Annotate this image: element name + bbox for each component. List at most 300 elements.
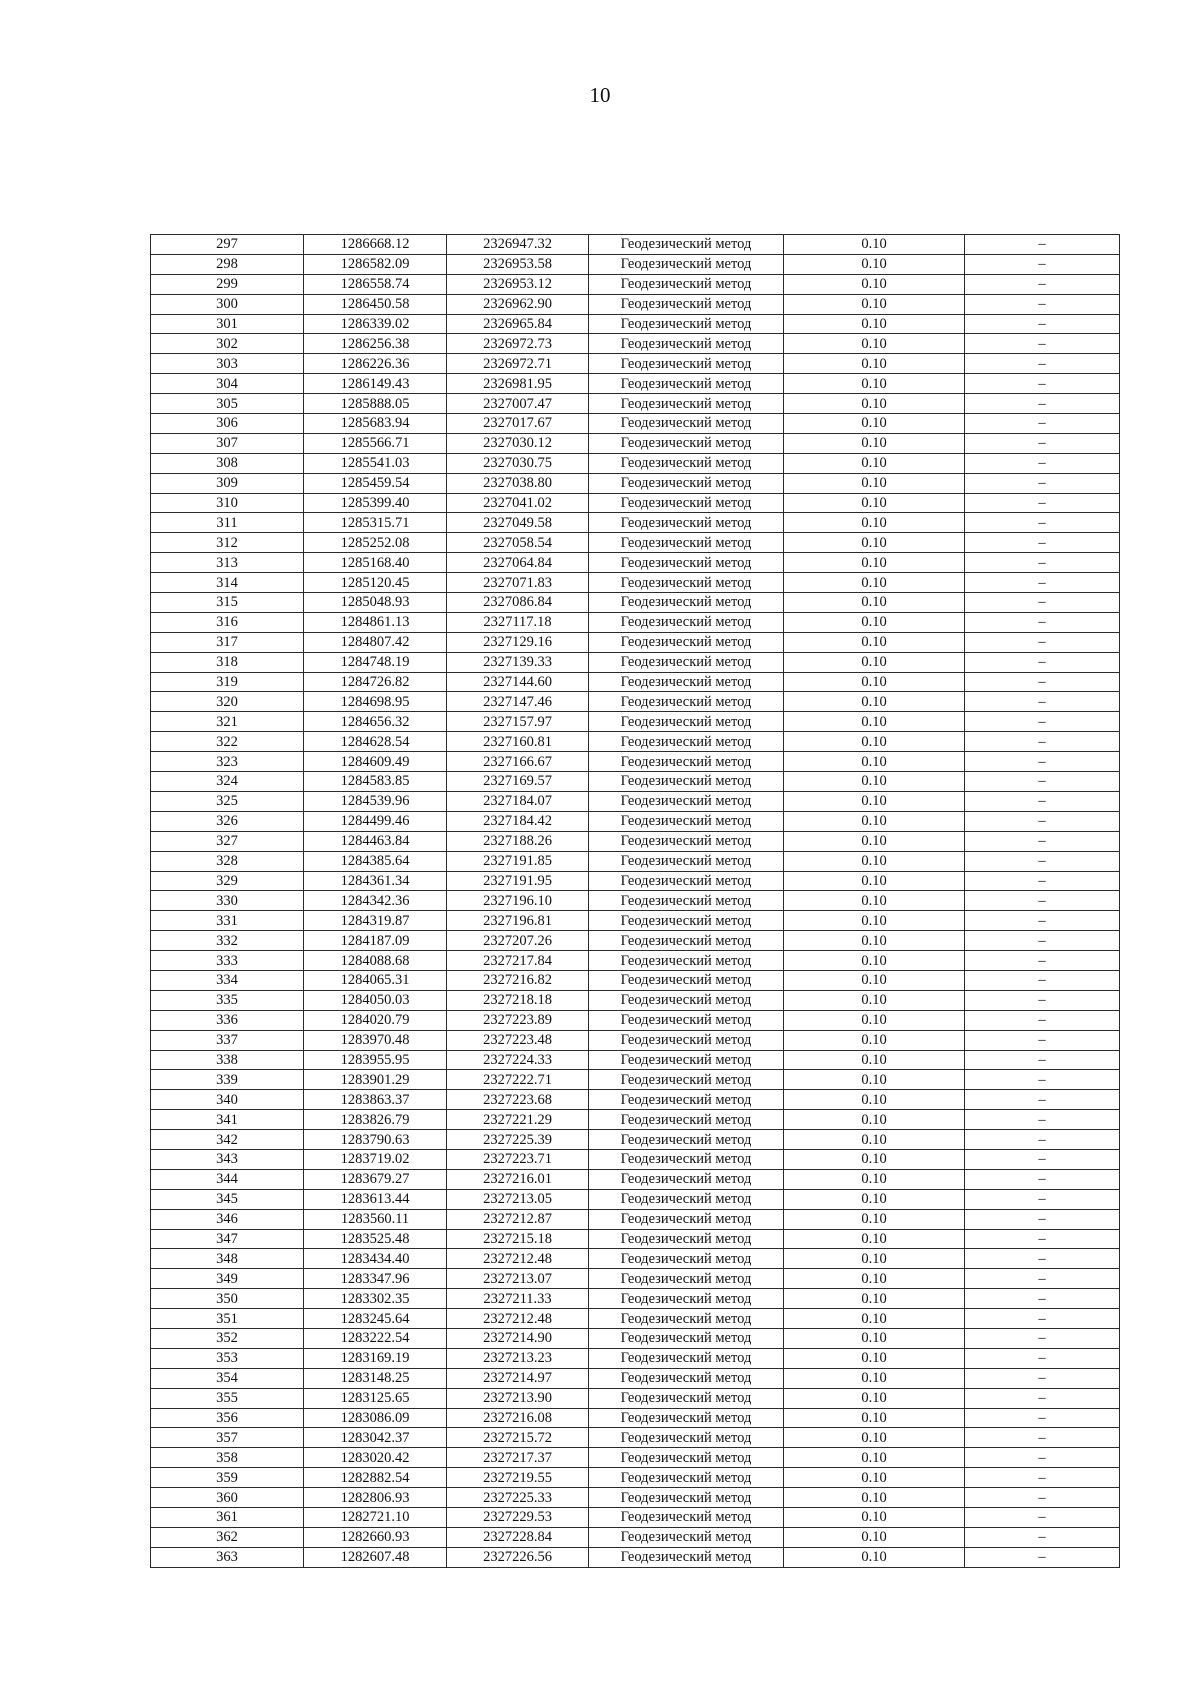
table-row [151, 871, 1120, 891]
x-coordinate-cell: 1282660.93 [304, 1527, 447, 1547]
accuracy-cell: 0.10 [784, 1269, 965, 1289]
accuracy-cell: 0.10 [784, 612, 965, 632]
accuracy-cell: 0.10 [784, 374, 965, 394]
table-row [151, 612, 1120, 632]
accuracy-cell: 0.10 [784, 752, 965, 772]
x-coordinate-cell: 1286226.36 [304, 354, 447, 374]
description-cell: – [965, 990, 1120, 1010]
accuracy-cell: 0.10 [784, 931, 965, 951]
x-coordinate-cell: 1285541.03 [304, 453, 447, 473]
method-cell: Геодезический метод [589, 672, 784, 692]
y-coordinate-cell: 2327212.48 [447, 1309, 589, 1329]
method-cell: Геодезический метод [589, 533, 784, 553]
table-row [151, 1050, 1120, 1070]
y-coordinate-cell: 2327030.75 [447, 453, 589, 473]
method-cell: Геодезический метод [589, 1428, 784, 1448]
point-number-cell: 343 [151, 1149, 304, 1169]
accuracy-cell: 0.10 [784, 1010, 965, 1030]
point-number-cell: 329 [151, 871, 304, 891]
method-cell: Геодезический метод [589, 1169, 784, 1189]
x-coordinate-cell: 1284187.09 [304, 931, 447, 951]
method-cell: Геодезический метод [589, 493, 784, 513]
description-cell: – [965, 1169, 1120, 1189]
description-cell: – [965, 811, 1120, 831]
method-cell: Геодезический метод [589, 1189, 784, 1209]
method-cell: Геодезический метод [589, 911, 784, 931]
table-body [151, 235, 1120, 1568]
y-coordinate-cell: 2326953.58 [447, 254, 589, 274]
table-row [151, 831, 1120, 851]
point-number-cell: 353 [151, 1348, 304, 1368]
y-coordinate-cell: 2327196.81 [447, 911, 589, 931]
x-coordinate-cell: 1283970.48 [304, 1030, 447, 1050]
point-number-cell: 302 [151, 334, 304, 354]
method-cell: Геодезический метод [589, 433, 784, 453]
point-number-cell: 305 [151, 394, 304, 414]
x-coordinate-cell: 1283863.37 [304, 1090, 447, 1110]
accuracy-cell: 0.10 [784, 1408, 965, 1428]
y-coordinate-cell: 2327207.26 [447, 931, 589, 951]
y-coordinate-cell: 2327215.72 [447, 1428, 589, 1448]
y-coordinate-cell: 2327030.12 [447, 433, 589, 453]
method-cell: Геодезический метод [589, 1229, 784, 1249]
y-coordinate-cell: 2327214.97 [447, 1368, 589, 1388]
x-coordinate-cell: 1285683.94 [304, 414, 447, 434]
accuracy-cell: 0.10 [784, 632, 965, 652]
accuracy-cell: 0.10 [784, 513, 965, 533]
method-cell: Геодезический метод [589, 1508, 784, 1528]
accuracy-cell: 0.10 [784, 1428, 965, 1448]
y-coordinate-cell: 2327191.85 [447, 851, 589, 871]
description-cell: – [965, 354, 1120, 374]
y-coordinate-cell: 2327225.33 [447, 1488, 589, 1508]
method-cell: Геодезический метод [589, 1368, 784, 1388]
x-coordinate-cell: 1283302.35 [304, 1289, 447, 1309]
table-row [151, 334, 1120, 354]
table-row [151, 1428, 1120, 1448]
accuracy-cell: 0.10 [784, 1050, 965, 1070]
y-coordinate-cell: 2327229.53 [447, 1508, 589, 1528]
x-coordinate-cell: 1286256.38 [304, 334, 447, 354]
accuracy-cell: 0.10 [784, 652, 965, 672]
x-coordinate-cell: 1284698.95 [304, 692, 447, 712]
point-number-cell: 330 [151, 891, 304, 911]
point-number-cell: 314 [151, 573, 304, 593]
accuracy-cell: 0.10 [784, 294, 965, 314]
description-cell: – [965, 1010, 1120, 1030]
x-coordinate-cell: 1283086.09 [304, 1408, 447, 1428]
table-row [151, 254, 1120, 274]
point-number-cell: 328 [151, 851, 304, 871]
accuracy-cell: 0.10 [784, 235, 965, 255]
method-cell: Геодезический метод [589, 354, 784, 374]
description-cell: – [965, 394, 1120, 414]
method-cell: Геодезический метод [589, 931, 784, 951]
method-cell: Геодезический метод [589, 970, 784, 990]
method-cell: Геодезический метод [589, 712, 784, 732]
description-cell: – [965, 1130, 1120, 1150]
table-row [151, 970, 1120, 990]
y-coordinate-cell: 2327224.33 [447, 1050, 589, 1070]
description-cell: – [965, 274, 1120, 294]
table-row [151, 1209, 1120, 1229]
description-cell: – [965, 1289, 1120, 1309]
accuracy-cell: 0.10 [784, 791, 965, 811]
description-cell: – [965, 493, 1120, 513]
description-cell: – [965, 533, 1120, 553]
description-cell: – [965, 513, 1120, 533]
point-number-cell: 338 [151, 1050, 304, 1070]
point-number-cell: 321 [151, 712, 304, 732]
table-row [151, 652, 1120, 672]
description-cell: – [965, 254, 1120, 274]
table-row [151, 533, 1120, 553]
x-coordinate-cell: 1282806.93 [304, 1488, 447, 1508]
point-number-cell: 324 [151, 772, 304, 792]
description-cell: – [965, 473, 1120, 493]
y-coordinate-cell: 2327144.60 [447, 672, 589, 692]
method-cell: Геодезический метод [589, 811, 784, 831]
description-cell: – [965, 632, 1120, 652]
description-cell: – [965, 1368, 1120, 1388]
table-row [151, 712, 1120, 732]
table-row [151, 990, 1120, 1010]
x-coordinate-cell: 1285315.71 [304, 513, 447, 533]
y-coordinate-cell: 2326962.90 [447, 294, 589, 314]
description-cell: – [965, 1488, 1120, 1508]
method-cell: Геодезический метод [589, 1249, 784, 1269]
x-coordinate-cell: 1285888.05 [304, 394, 447, 414]
description-cell: – [965, 1388, 1120, 1408]
x-coordinate-cell: 1283790.63 [304, 1130, 447, 1150]
y-coordinate-cell: 2327166.67 [447, 752, 589, 772]
table-row [151, 692, 1120, 712]
method-cell: Геодезический метод [589, 314, 784, 334]
x-coordinate-cell: 1283125.65 [304, 1388, 447, 1408]
table-row [151, 1328, 1120, 1348]
y-coordinate-cell: 2327139.33 [447, 652, 589, 672]
accuracy-cell: 0.10 [784, 553, 965, 573]
description-cell: – [965, 414, 1120, 434]
y-coordinate-cell: 2327223.48 [447, 1030, 589, 1050]
accuracy-cell: 0.10 [784, 1070, 965, 1090]
point-number-cell: 348 [151, 1249, 304, 1269]
x-coordinate-cell: 1283613.44 [304, 1189, 447, 1209]
description-cell: – [965, 652, 1120, 672]
point-number-cell: 307 [151, 433, 304, 453]
description-cell: – [965, 573, 1120, 593]
table-row [151, 752, 1120, 772]
y-coordinate-cell: 2326965.84 [447, 314, 589, 334]
accuracy-cell: 0.10 [784, 811, 965, 831]
point-number-cell: 317 [151, 632, 304, 652]
point-number-cell: 361 [151, 1508, 304, 1528]
y-coordinate-cell: 2327215.18 [447, 1229, 589, 1249]
x-coordinate-cell: 1284319.87 [304, 911, 447, 931]
x-coordinate-cell: 1285048.93 [304, 593, 447, 613]
method-cell: Геодезический метод [589, 1030, 784, 1050]
x-coordinate-cell: 1282882.54 [304, 1468, 447, 1488]
y-coordinate-cell: 2327212.87 [447, 1209, 589, 1229]
description-cell: – [965, 1348, 1120, 1368]
point-number-cell: 337 [151, 1030, 304, 1050]
point-number-cell: 360 [151, 1488, 304, 1508]
table-row [151, 235, 1120, 255]
table-row [151, 1090, 1120, 1110]
x-coordinate-cell: 1283679.27 [304, 1169, 447, 1189]
table-row [151, 1547, 1120, 1567]
y-coordinate-cell: 2327064.84 [447, 553, 589, 573]
description-cell: – [965, 1090, 1120, 1110]
x-coordinate-cell: 1284342.36 [304, 891, 447, 911]
table-row [151, 1030, 1120, 1050]
point-number-cell: 344 [151, 1169, 304, 1189]
description-cell: – [965, 1249, 1120, 1269]
method-cell: Геодезический метод [589, 1269, 784, 1289]
point-number-cell: 308 [151, 453, 304, 473]
description-cell: – [965, 1110, 1120, 1130]
x-coordinate-cell: 1286339.02 [304, 314, 447, 334]
accuracy-cell: 0.10 [784, 1090, 965, 1110]
x-coordinate-cell: 1284499.46 [304, 811, 447, 831]
x-coordinate-cell: 1284583.85 [304, 772, 447, 792]
y-coordinate-cell: 2327216.08 [447, 1408, 589, 1428]
point-number-cell: 363 [151, 1547, 304, 1567]
y-coordinate-cell: 2327191.95 [447, 871, 589, 891]
accuracy-cell: 0.10 [784, 453, 965, 473]
y-coordinate-cell: 2327196.10 [447, 891, 589, 911]
description-cell: – [965, 831, 1120, 851]
table-row [151, 493, 1120, 513]
x-coordinate-cell: 1285168.40 [304, 553, 447, 573]
description-cell: – [965, 1149, 1120, 1169]
table-row [151, 1169, 1120, 1189]
accuracy-cell: 0.10 [784, 1169, 965, 1189]
method-cell: Геодезический метод [589, 1527, 784, 1547]
method-cell: Геодезический метод [589, 294, 784, 314]
accuracy-cell: 0.10 [784, 732, 965, 752]
coordinates-table-container [150, 234, 1119, 1568]
y-coordinate-cell: 2327213.05 [447, 1189, 589, 1209]
method-cell: Геодезический метод [589, 1289, 784, 1309]
point-number-cell: 303 [151, 354, 304, 374]
point-number-cell: 327 [151, 831, 304, 851]
method-cell: Геодезический метод [589, 1328, 784, 1348]
description-cell: – [965, 791, 1120, 811]
description-cell: – [965, 314, 1120, 334]
y-coordinate-cell: 2327184.42 [447, 811, 589, 831]
y-coordinate-cell: 2327157.97 [447, 712, 589, 732]
table-row [151, 1309, 1120, 1329]
x-coordinate-cell: 1284628.54 [304, 732, 447, 752]
table-row [151, 394, 1120, 414]
table-row [151, 851, 1120, 871]
y-coordinate-cell: 2327117.18 [447, 612, 589, 632]
method-cell: Геодезический метод [589, 791, 784, 811]
x-coordinate-cell: 1283169.19 [304, 1348, 447, 1368]
accuracy-cell: 0.10 [784, 533, 965, 553]
y-coordinate-cell: 2327038.80 [447, 473, 589, 493]
x-coordinate-cell: 1284807.42 [304, 632, 447, 652]
x-coordinate-cell: 1283434.40 [304, 1249, 447, 1269]
x-coordinate-cell: 1284065.31 [304, 970, 447, 990]
accuracy-cell: 0.10 [784, 473, 965, 493]
method-cell: Геодезический метод [589, 334, 784, 354]
accuracy-cell: 0.10 [784, 1189, 965, 1209]
point-number-cell: 351 [151, 1309, 304, 1329]
y-coordinate-cell: 2327147.46 [447, 692, 589, 712]
y-coordinate-cell: 2327226.56 [447, 1547, 589, 1567]
point-number-cell: 325 [151, 791, 304, 811]
y-coordinate-cell: 2327218.18 [447, 990, 589, 1010]
table-row [151, 931, 1120, 951]
method-cell: Геодезический метод [589, 1130, 784, 1150]
point-number-cell: 311 [151, 513, 304, 533]
description-cell: – [965, 612, 1120, 632]
method-cell: Геодезический метод [589, 951, 784, 971]
accuracy-cell: 0.10 [784, 1149, 965, 1169]
x-coordinate-cell: 1285459.54 [304, 473, 447, 493]
description-cell: – [965, 433, 1120, 453]
table-row [151, 354, 1120, 374]
method-cell: Геодезический метод [589, 1010, 784, 1030]
accuracy-cell: 0.10 [784, 911, 965, 931]
accuracy-cell: 0.10 [784, 692, 965, 712]
method-cell: Геодезический метод [589, 732, 784, 752]
description-cell: – [965, 1189, 1120, 1209]
x-coordinate-cell: 1283901.29 [304, 1070, 447, 1090]
description-cell: – [965, 1408, 1120, 1428]
x-coordinate-cell: 1283148.25 [304, 1368, 447, 1388]
table-row [151, 1468, 1120, 1488]
accuracy-cell: 0.10 [784, 573, 965, 593]
table-row [151, 632, 1120, 652]
table-row [151, 1269, 1120, 1289]
point-number-cell: 313 [151, 553, 304, 573]
y-coordinate-cell: 2327160.81 [447, 732, 589, 752]
x-coordinate-cell: 1284748.19 [304, 652, 447, 672]
table-row [151, 573, 1120, 593]
description-cell: – [965, 1508, 1120, 1528]
x-coordinate-cell: 1284463.84 [304, 831, 447, 851]
table-row [151, 1010, 1120, 1030]
point-number-cell: 331 [151, 911, 304, 931]
method-cell: Геодезический метод [589, 1348, 784, 1368]
table-row [151, 1110, 1120, 1130]
description-cell: – [965, 911, 1120, 931]
y-coordinate-cell: 2327071.83 [447, 573, 589, 593]
y-coordinate-cell: 2327213.23 [447, 1348, 589, 1368]
x-coordinate-cell: 1286450.58 [304, 294, 447, 314]
description-cell: – [965, 1030, 1120, 1050]
point-number-cell: 300 [151, 294, 304, 314]
table-row [151, 553, 1120, 573]
y-coordinate-cell: 2327184.07 [447, 791, 589, 811]
point-number-cell: 352 [151, 1328, 304, 1348]
x-coordinate-cell: 1283719.02 [304, 1149, 447, 1169]
method-cell: Геодезический метод [589, 1448, 784, 1468]
point-number-cell: 354 [151, 1368, 304, 1388]
point-number-cell: 362 [151, 1527, 304, 1547]
y-coordinate-cell: 2327213.07 [447, 1269, 589, 1289]
x-coordinate-cell: 1284609.49 [304, 752, 447, 772]
description-cell: – [965, 235, 1120, 255]
y-coordinate-cell: 2326972.73 [447, 334, 589, 354]
table-row [151, 1289, 1120, 1309]
description-cell: – [965, 1468, 1120, 1488]
method-cell: Геодезический метод [589, 1090, 784, 1110]
table-row [151, 891, 1120, 911]
method-cell: Геодезический метод [589, 453, 784, 473]
page-number: 10 [589, 83, 611, 107]
y-coordinate-cell: 2327228.84 [447, 1527, 589, 1547]
accuracy-cell: 0.10 [784, 970, 965, 990]
method-cell: Геодезический метод [589, 1488, 784, 1508]
method-cell: Геодезический метод [589, 891, 784, 911]
y-coordinate-cell: 2327188.26 [447, 831, 589, 851]
method-cell: Геодезический метод [589, 692, 784, 712]
x-coordinate-cell: 1284656.32 [304, 712, 447, 732]
point-number-cell: 301 [151, 314, 304, 334]
table-row [151, 513, 1120, 533]
table-row [151, 1189, 1120, 1209]
y-coordinate-cell: 2327049.58 [447, 513, 589, 533]
point-number-cell: 298 [151, 254, 304, 274]
accuracy-cell: 0.10 [784, 891, 965, 911]
description-cell: – [965, 1050, 1120, 1070]
table-row [151, 732, 1120, 752]
method-cell: Геодезический метод [589, 990, 784, 1010]
accuracy-cell: 0.10 [784, 990, 965, 1010]
y-coordinate-cell: 2327169.57 [447, 772, 589, 792]
table-row [151, 1229, 1120, 1249]
description-cell: – [965, 334, 1120, 354]
y-coordinate-cell: 2327216.01 [447, 1169, 589, 1189]
table-row [151, 274, 1120, 294]
accuracy-cell: 0.10 [784, 354, 965, 374]
y-coordinate-cell: 2327129.16 [447, 632, 589, 652]
y-coordinate-cell: 2327041.02 [447, 493, 589, 513]
table-row [151, 374, 1120, 394]
method-cell: Геодезический метод [589, 1050, 784, 1070]
y-coordinate-cell: 2326972.71 [447, 354, 589, 374]
point-number-cell: 339 [151, 1070, 304, 1090]
description-cell: – [965, 553, 1120, 573]
description-cell: – [965, 593, 1120, 613]
x-coordinate-cell: 1283826.79 [304, 1110, 447, 1130]
point-number-cell: 326 [151, 811, 304, 831]
accuracy-cell: 0.10 [784, 712, 965, 732]
table-row [151, 1130, 1120, 1150]
point-number-cell: 341 [151, 1110, 304, 1130]
table-row [151, 1488, 1120, 1508]
point-number-cell: 355 [151, 1388, 304, 1408]
y-coordinate-cell: 2327217.37 [447, 1448, 589, 1468]
method-cell: Геодезический метод [589, 752, 784, 772]
table-row [151, 1508, 1120, 1528]
description-cell: – [965, 1448, 1120, 1468]
description-cell: – [965, 672, 1120, 692]
y-coordinate-cell: 2326981.95 [447, 374, 589, 394]
description-cell: – [965, 453, 1120, 473]
table-row [151, 1408, 1120, 1428]
y-coordinate-cell: 2327213.90 [447, 1388, 589, 1408]
x-coordinate-cell: 1286668.12 [304, 235, 447, 255]
method-cell: Геодезический метод [589, 1149, 784, 1169]
y-coordinate-cell: 2327225.39 [447, 1130, 589, 1150]
description-cell: – [965, 1269, 1120, 1289]
point-number-cell: 336 [151, 1010, 304, 1030]
